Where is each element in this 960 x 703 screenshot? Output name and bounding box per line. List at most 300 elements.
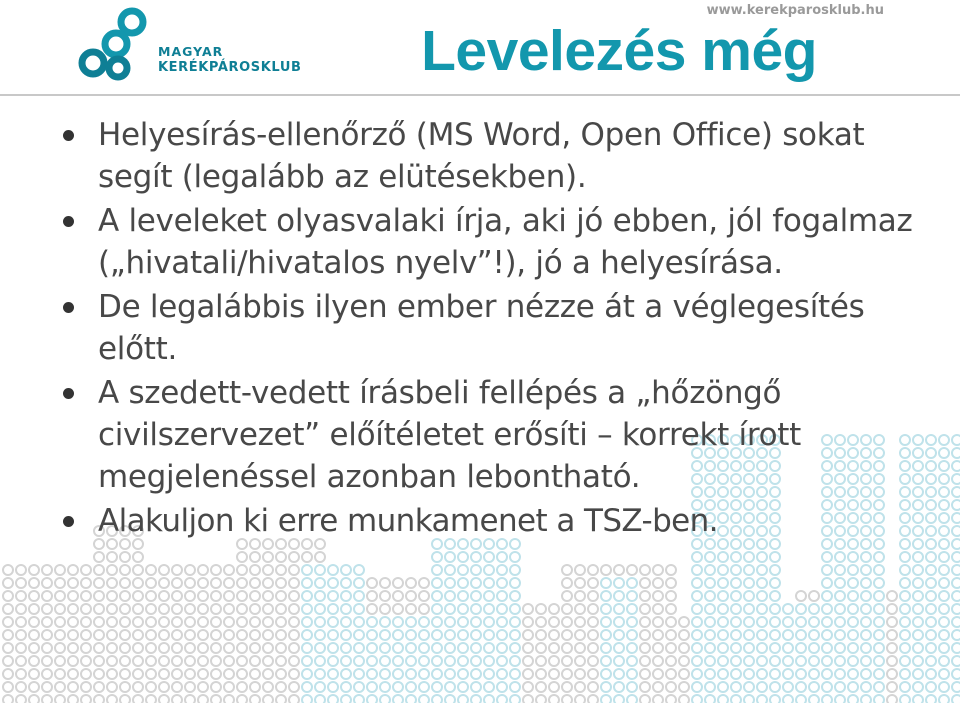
background-dot bbox=[315, 630, 325, 640]
background-dot bbox=[68, 630, 78, 640]
background-dot bbox=[835, 604, 845, 614]
background-dot bbox=[861, 565, 871, 575]
background-dot bbox=[328, 617, 338, 627]
background-dot bbox=[562, 643, 572, 653]
background-dot bbox=[692, 617, 702, 627]
background-dot bbox=[107, 669, 117, 679]
background-dot bbox=[601, 578, 611, 588]
background-dot bbox=[614, 578, 624, 588]
background-dot bbox=[146, 617, 156, 627]
background-dot bbox=[16, 630, 26, 640]
background-dot bbox=[16, 669, 26, 679]
background-dot bbox=[432, 617, 442, 627]
background-dot bbox=[913, 643, 923, 653]
background-dot bbox=[3, 630, 13, 640]
background-dot bbox=[42, 591, 52, 601]
background-dot bbox=[16, 604, 26, 614]
bullet-item: A szedett-vedett írásbeli fellépés a „hőzöngő civilszervezet” előítéletet erősíti – korrekt írott megjelenéssel azonban lebontható. bbox=[60, 372, 940, 498]
background-dot bbox=[419, 591, 429, 601]
background-dot bbox=[120, 669, 130, 679]
background-dot bbox=[497, 591, 507, 601]
background-dot bbox=[458, 630, 468, 640]
background-dot bbox=[627, 630, 637, 640]
background-dot bbox=[562, 656, 572, 666]
background-dot bbox=[445, 695, 455, 703]
background-dot bbox=[68, 682, 78, 692]
background-dot bbox=[432, 591, 442, 601]
background-dot bbox=[445, 643, 455, 653]
background-dot bbox=[939, 617, 949, 627]
background-dot bbox=[692, 656, 702, 666]
background-dot bbox=[770, 695, 780, 703]
background-dot bbox=[276, 604, 286, 614]
background-dot bbox=[770, 578, 780, 588]
background-dot bbox=[380, 695, 390, 703]
background-dot bbox=[926, 630, 936, 640]
background-dot bbox=[718, 695, 728, 703]
background-dot bbox=[809, 656, 819, 666]
background-dot bbox=[900, 643, 910, 653]
background-dot bbox=[237, 630, 247, 640]
background-dot bbox=[302, 565, 312, 575]
background-dot bbox=[679, 695, 689, 703]
background-dot bbox=[913, 695, 923, 703]
background-dot bbox=[939, 513, 949, 523]
background-dot bbox=[510, 643, 520, 653]
background-dot bbox=[29, 695, 39, 703]
background-dot bbox=[588, 669, 598, 679]
background-dot bbox=[653, 578, 663, 588]
background-dot bbox=[3, 565, 13, 575]
background-dot bbox=[900, 656, 910, 666]
background-dot bbox=[952, 513, 960, 523]
background-dot bbox=[419, 617, 429, 627]
background-dot bbox=[367, 578, 377, 588]
background-dot bbox=[497, 565, 507, 575]
background-dot bbox=[68, 643, 78, 653]
background-dot bbox=[81, 682, 91, 692]
background-dot bbox=[497, 604, 507, 614]
background-dot bbox=[42, 578, 52, 588]
background-dot bbox=[705, 643, 715, 653]
background-dot bbox=[302, 695, 312, 703]
background-dot bbox=[211, 695, 221, 703]
background-dot bbox=[55, 565, 65, 575]
background-dot bbox=[81, 604, 91, 614]
background-dot bbox=[666, 565, 676, 575]
background-dot bbox=[120, 643, 130, 653]
background-dot bbox=[198, 656, 208, 666]
background-dot bbox=[315, 643, 325, 653]
background-dot bbox=[159, 630, 169, 640]
background-dot bbox=[770, 643, 780, 653]
background-dot bbox=[94, 617, 104, 627]
background-dot bbox=[406, 591, 416, 601]
background-dot bbox=[250, 669, 260, 679]
background-dot bbox=[263, 695, 273, 703]
background-dot bbox=[952, 487, 960, 497]
background-dot bbox=[458, 591, 468, 601]
background-dot bbox=[172, 643, 182, 653]
background-dot bbox=[653, 682, 663, 692]
background-dot bbox=[263, 552, 273, 562]
background-dot bbox=[523, 669, 533, 679]
background-dot bbox=[315, 695, 325, 703]
background-dot bbox=[783, 630, 793, 640]
background-dot bbox=[744, 695, 754, 703]
background-dot bbox=[835, 695, 845, 703]
background-dot bbox=[523, 656, 533, 666]
background-dot bbox=[133, 604, 143, 614]
background-dot bbox=[939, 526, 949, 536]
background-dot bbox=[16, 682, 26, 692]
background-dot bbox=[68, 669, 78, 679]
background-dot bbox=[250, 565, 260, 575]
background-dot bbox=[640, 656, 650, 666]
background-dot bbox=[393, 643, 403, 653]
background-dot bbox=[224, 617, 234, 627]
background-dot bbox=[757, 695, 767, 703]
background-dot bbox=[653, 643, 663, 653]
background-dot bbox=[926, 604, 936, 614]
background-dot bbox=[107, 695, 117, 703]
background-dot bbox=[926, 669, 936, 679]
background-dot bbox=[211, 630, 221, 640]
background-dot bbox=[211, 617, 221, 627]
background-dot bbox=[900, 682, 910, 692]
background-dot bbox=[16, 617, 26, 627]
background-dot bbox=[289, 552, 299, 562]
background-dot bbox=[146, 682, 156, 692]
background-dot bbox=[42, 630, 52, 640]
background-dot bbox=[133, 643, 143, 653]
background-dot bbox=[419, 604, 429, 614]
background-dot bbox=[341, 591, 351, 601]
background-dot bbox=[731, 630, 741, 640]
background-dot bbox=[601, 669, 611, 679]
background-dot bbox=[952, 643, 960, 653]
background-dot bbox=[575, 591, 585, 601]
background-dot bbox=[107, 591, 117, 601]
background-dot bbox=[289, 591, 299, 601]
background-dot bbox=[42, 617, 52, 627]
background-dot bbox=[250, 552, 260, 562]
background-dot bbox=[835, 552, 845, 562]
background-dot bbox=[328, 604, 338, 614]
background-dot bbox=[250, 617, 260, 627]
background-dot bbox=[471, 682, 481, 692]
background-dot bbox=[367, 617, 377, 627]
background-dot bbox=[68, 617, 78, 627]
background-dot bbox=[55, 604, 65, 614]
background-dot bbox=[510, 565, 520, 575]
background-dot bbox=[822, 656, 832, 666]
background-dot bbox=[809, 682, 819, 692]
background-dot bbox=[263, 630, 273, 640]
background-dot bbox=[575, 695, 585, 703]
background-dot bbox=[835, 643, 845, 653]
background-dot bbox=[952, 669, 960, 679]
background-dot bbox=[679, 630, 689, 640]
background-dot bbox=[510, 578, 520, 588]
background-dot bbox=[445, 656, 455, 666]
background-dot bbox=[757, 591, 767, 601]
background-dot bbox=[510, 682, 520, 692]
background-dot bbox=[679, 643, 689, 653]
background-dot bbox=[55, 682, 65, 692]
background-dot bbox=[445, 604, 455, 614]
background-dot bbox=[900, 552, 910, 562]
background-dot bbox=[575, 643, 585, 653]
background-dot bbox=[458, 552, 468, 562]
background-dot bbox=[367, 682, 377, 692]
background-dot bbox=[588, 643, 598, 653]
background-dot bbox=[146, 656, 156, 666]
background-dot bbox=[211, 643, 221, 653]
background-dot bbox=[861, 630, 871, 640]
background-dot bbox=[159, 669, 169, 679]
background-dot bbox=[406, 578, 416, 588]
background-dot bbox=[562, 695, 572, 703]
background-dot bbox=[341, 604, 351, 614]
background-dot bbox=[276, 643, 286, 653]
background-dot bbox=[146, 695, 156, 703]
background-dot bbox=[939, 474, 949, 484]
background-dot bbox=[536, 669, 546, 679]
background-dot bbox=[55, 617, 65, 627]
background-dot bbox=[471, 604, 481, 614]
background-dot bbox=[900, 578, 910, 588]
background-dot bbox=[224, 656, 234, 666]
background-dot bbox=[146, 630, 156, 640]
background-dot bbox=[510, 604, 520, 614]
background-dot bbox=[172, 682, 182, 692]
background-dot bbox=[796, 656, 806, 666]
background-dot bbox=[250, 630, 260, 640]
background-dot bbox=[588, 604, 598, 614]
background-dot bbox=[237, 617, 247, 627]
background-dot bbox=[887, 591, 897, 601]
background-dot bbox=[471, 630, 481, 640]
background-dot bbox=[367, 643, 377, 653]
background-dot bbox=[185, 682, 195, 692]
background-dot bbox=[861, 552, 871, 562]
background-dot bbox=[120, 695, 130, 703]
background-dot bbox=[770, 630, 780, 640]
background-dot bbox=[406, 682, 416, 692]
background-dot bbox=[55, 630, 65, 640]
background-dot bbox=[263, 617, 273, 627]
background-dot bbox=[497, 630, 507, 640]
background-dot bbox=[211, 578, 221, 588]
background-dot bbox=[3, 643, 13, 653]
background-dot bbox=[744, 630, 754, 640]
background-dot bbox=[341, 617, 351, 627]
background-dot bbox=[354, 695, 364, 703]
background-dot bbox=[3, 604, 13, 614]
background-dot bbox=[484, 565, 494, 575]
site-url[interactable]: www.kerekparosklub.hu bbox=[706, 3, 884, 18]
background-dot bbox=[55, 591, 65, 601]
background-dot bbox=[731, 643, 741, 653]
background-dot bbox=[497, 578, 507, 588]
background-dot bbox=[614, 643, 624, 653]
background-dot bbox=[3, 617, 13, 627]
background-dot bbox=[757, 565, 767, 575]
background-dot bbox=[497, 617, 507, 627]
background-dot bbox=[107, 617, 117, 627]
background-dot bbox=[276, 669, 286, 679]
background-dot bbox=[627, 682, 637, 692]
background-dot bbox=[731, 591, 741, 601]
background-dot bbox=[796, 591, 806, 601]
background-dot bbox=[653, 695, 663, 703]
background-dot bbox=[666, 604, 676, 614]
background-dot bbox=[68, 591, 78, 601]
background-dot bbox=[718, 565, 728, 575]
background-dot bbox=[367, 695, 377, 703]
background-dot bbox=[432, 643, 442, 653]
background-dot bbox=[419, 578, 429, 588]
background-dot bbox=[68, 695, 78, 703]
background-dot bbox=[432, 552, 442, 562]
background-dot bbox=[315, 591, 325, 601]
background-dot bbox=[94, 565, 104, 575]
background-dot bbox=[887, 630, 897, 640]
background-dot bbox=[523, 695, 533, 703]
background-dot bbox=[926, 617, 936, 627]
background-dot bbox=[822, 565, 832, 575]
background-dot bbox=[744, 565, 754, 575]
background-dot bbox=[952, 604, 960, 614]
background-dot bbox=[94, 591, 104, 601]
background-dot bbox=[224, 669, 234, 679]
background-dot bbox=[94, 656, 104, 666]
background-dot bbox=[614, 695, 624, 703]
background-dot bbox=[29, 578, 39, 588]
background-dot bbox=[419, 630, 429, 640]
background-dot bbox=[913, 552, 923, 562]
background-dot bbox=[939, 500, 949, 510]
background-dot bbox=[380, 682, 390, 692]
background-dot bbox=[952, 656, 960, 666]
background-dot bbox=[42, 565, 52, 575]
background-dot bbox=[484, 604, 494, 614]
background-dot bbox=[81, 630, 91, 640]
background-dot bbox=[328, 643, 338, 653]
background-dot bbox=[172, 604, 182, 614]
background-dot bbox=[939, 695, 949, 703]
background-dot bbox=[536, 682, 546, 692]
background-dot bbox=[523, 630, 533, 640]
background-dot bbox=[757, 656, 767, 666]
background-dot bbox=[744, 617, 754, 627]
background-dot bbox=[796, 695, 806, 703]
background-dot bbox=[900, 591, 910, 601]
background-dot bbox=[848, 604, 858, 614]
background-dot bbox=[549, 630, 559, 640]
background-dot bbox=[796, 669, 806, 679]
bullet-item: A leveleket olyasvalaki írja, aki jó ebben, jól fogalmaz („hivatali/hivatalos nyelv”!), jó a helyesírása. bbox=[60, 200, 940, 284]
background-dot bbox=[250, 643, 260, 653]
background-dot bbox=[874, 682, 884, 692]
background-dot bbox=[874, 565, 884, 575]
background-dot bbox=[276, 630, 286, 640]
background-dot bbox=[380, 643, 390, 653]
background-dot bbox=[198, 682, 208, 692]
background-dot bbox=[133, 617, 143, 627]
background-dot bbox=[848, 669, 858, 679]
background-dot bbox=[29, 565, 39, 575]
background-dot bbox=[302, 630, 312, 640]
background-dot bbox=[718, 630, 728, 640]
club-logo[interactable] bbox=[76, 6, 316, 86]
background-dot bbox=[406, 617, 416, 627]
background-dot bbox=[68, 656, 78, 666]
background-dot bbox=[614, 656, 624, 666]
background-dot bbox=[198, 578, 208, 588]
background-dot bbox=[575, 669, 585, 679]
background-dot bbox=[510, 656, 520, 666]
background-dot bbox=[744, 669, 754, 679]
background-dot bbox=[94, 682, 104, 692]
background-dot bbox=[471, 591, 481, 601]
background-dot bbox=[250, 578, 260, 588]
background-dot bbox=[952, 617, 960, 627]
background-dot bbox=[315, 656, 325, 666]
background-dot bbox=[913, 578, 923, 588]
background-dot bbox=[705, 604, 715, 614]
background-dot bbox=[185, 695, 195, 703]
background-dot bbox=[276, 578, 286, 588]
background-dot bbox=[29, 669, 39, 679]
background-dot bbox=[432, 695, 442, 703]
header bbox=[0, 0, 960, 98]
background-dot bbox=[263, 682, 273, 692]
background-dot bbox=[809, 630, 819, 640]
background-dot bbox=[302, 669, 312, 679]
background-dot bbox=[393, 630, 403, 640]
background-dot bbox=[445, 617, 455, 627]
background-dot bbox=[549, 695, 559, 703]
background-dot bbox=[341, 565, 351, 575]
background-dot bbox=[432, 604, 442, 614]
bullet-item: Helyesírás-ellenőrző (MS Word, Open Office) sokat segít (legalább az elütésekben). bbox=[60, 114, 940, 198]
background-dot bbox=[445, 682, 455, 692]
background-dot bbox=[289, 643, 299, 653]
background-dot bbox=[315, 565, 325, 575]
background-dot bbox=[484, 630, 494, 640]
background-dot bbox=[250, 682, 260, 692]
background-dot bbox=[614, 630, 624, 640]
background-dot bbox=[315, 682, 325, 692]
background-dot bbox=[588, 565, 598, 575]
background-dot bbox=[731, 695, 741, 703]
background-dot bbox=[302, 682, 312, 692]
background-dot bbox=[952, 552, 960, 562]
background-dot bbox=[861, 682, 871, 692]
background-dot bbox=[588, 630, 598, 640]
background-dot bbox=[562, 630, 572, 640]
background-dot bbox=[393, 578, 403, 588]
background-dot bbox=[536, 617, 546, 627]
background-dot bbox=[94, 552, 104, 562]
background-dot bbox=[640, 682, 650, 692]
background-dot bbox=[55, 578, 65, 588]
background-dot bbox=[328, 565, 338, 575]
background-dot bbox=[406, 656, 416, 666]
background-dot bbox=[172, 669, 182, 679]
